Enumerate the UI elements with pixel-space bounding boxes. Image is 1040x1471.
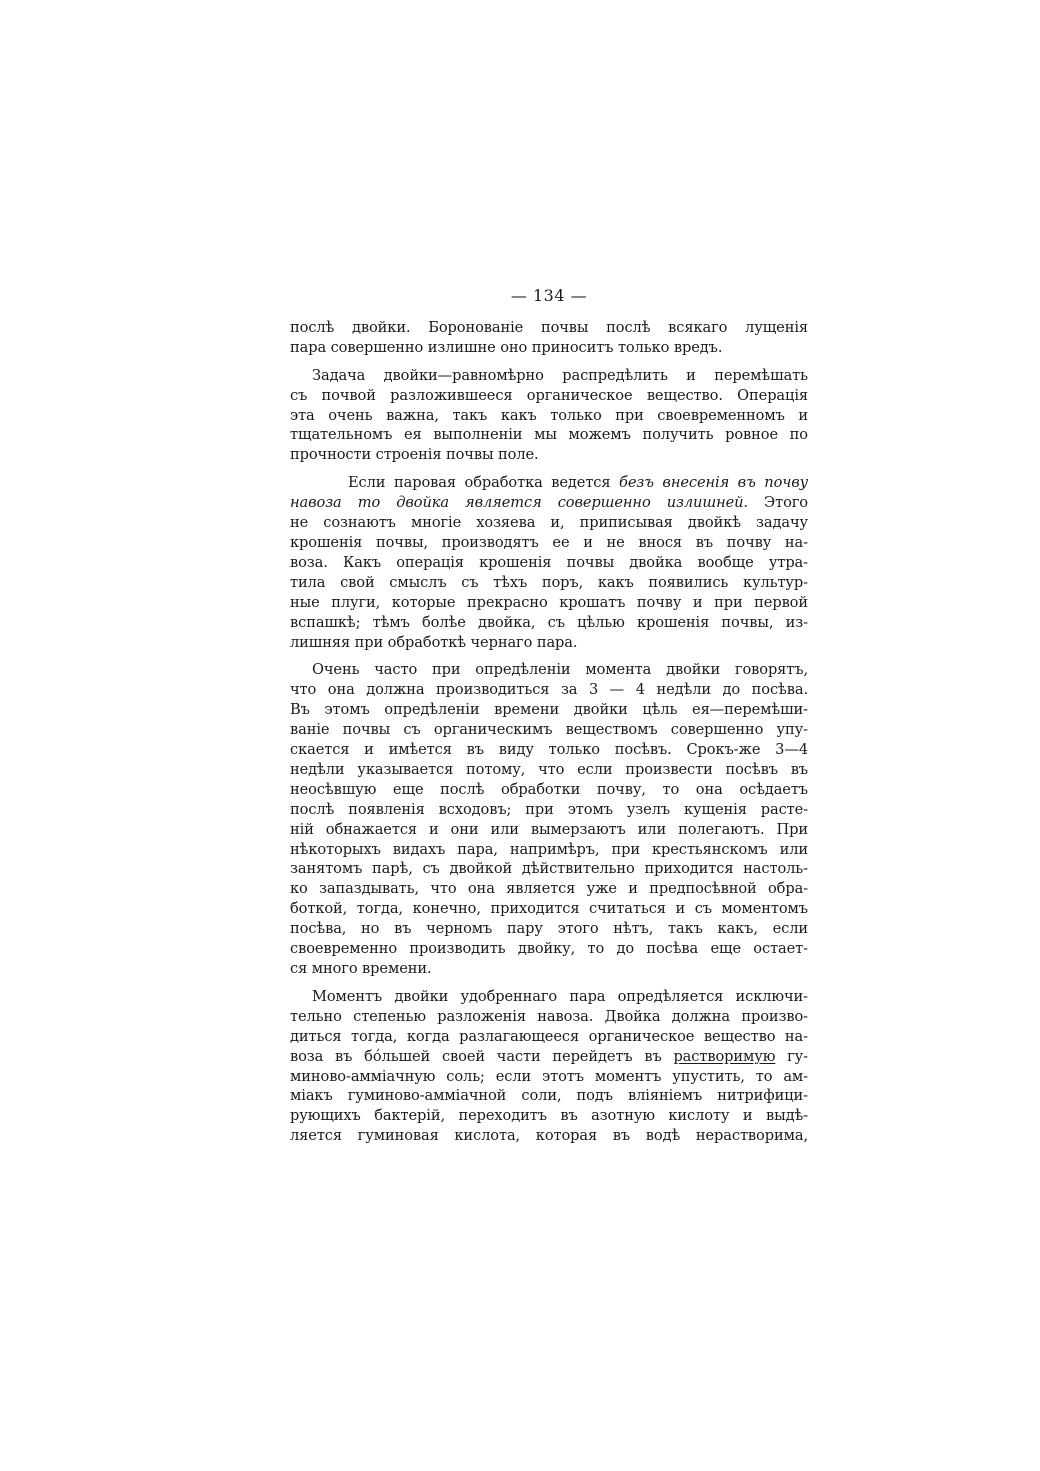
- text-line: послѣ появленія всходовъ; при этомъ узелъ кущенія расте-: [290, 800, 808, 818]
- text-line: ляется гуминовая кислота, которая въ водѣ нерастворима,: [290, 1127, 808, 1145]
- text-line: ній обнажается и они или вымерзаютъ или полегаютъ. При: [290, 820, 808, 838]
- text-line: что она должна производиться за 3 — 4 недѣли до посѣва.: [290, 681, 808, 699]
- text-line: ные плуги, которые прекрасно крошатъ почву и при первой: [290, 593, 808, 611]
- page-body: [290, 286, 808, 1154]
- text-line: Въ этомъ опредѣленіи времени двойки цѣль ея—перемѣши-: [290, 701, 808, 719]
- text-line: не сознаютъ многіе хозяева и, приписывая двойкѣ задачу: [290, 514, 808, 532]
- text-line: тельно степенью разложенія навоза. Двойка должна произво-: [290, 1007, 808, 1025]
- paragraph-5: [290, 987, 808, 1146]
- text-line: эта очень важна, такъ какъ только при своевременномъ и: [290, 406, 808, 424]
- text-run: воза въ бóльшей своей части перейдетъ въ: [290, 1047, 674, 1065]
- text-line: послѣ двойки. Боронованіе почвы послѣ всякаго лущенія: [290, 318, 808, 336]
- text-line: съ почвой разложившееся органическое вещество. Операція: [290, 386, 808, 404]
- text-line: своевременно производить двойку, то до посѣва еще остает-: [290, 940, 808, 958]
- text-line: диться тогда, когда разлагающееся органическое вещество на-: [290, 1027, 808, 1045]
- text-line: Моментъ двойки удобреннаго пара опредѣляется исключи-: [312, 987, 808, 1005]
- text-line: недѣли указывается потому, что если произвести посѣвъ въ: [290, 760, 808, 778]
- text-line: рующихъ бактерій, переходитъ въ азотную кислоту и выдѣ-: [290, 1107, 808, 1125]
- text-line: пара совершенно излишне оно приноситъ только вредъ.: [290, 338, 723, 356]
- text-line: [290, 493, 808, 513]
- text-line: вспашкѣ; тѣмъ болѣе двойка, съ цѣлью крошенія почвы, из-: [290, 613, 808, 631]
- text-line: посѣва, но въ черномъ пару этого нѣтъ, такъ какъ, если: [290, 920, 808, 938]
- text-line: ся много времени.: [290, 960, 432, 977]
- text-line: занятомъ парѣ, съ двойкой дѣйствительно приходится настоль-: [290, 860, 808, 878]
- text-line: лишняя при обработкѣ чернаго пара.: [290, 633, 578, 651]
- text-run: Если паровая обработка ведется: [348, 474, 620, 492]
- text-line: миново-амміачную соль; если этотъ моментъ упустить, то ам-: [290, 1067, 808, 1085]
- underlined-word: растворимую: [673, 1047, 776, 1065]
- text-line: неосѣвшую еще послѣ обработки почву, то она осѣдаетъ: [290, 780, 808, 798]
- text-line: прочности строенія почвы поле.: [290, 446, 539, 464]
- text-line: тщательномъ ея выполненіи мы можемъ получить ровное по: [290, 426, 808, 444]
- text-line: [290, 473, 808, 493]
- text-line: нѣкоторыхъ видахъ пара, напримѣръ, при крестьянскомъ или: [290, 840, 808, 858]
- paragraph-4: [290, 660, 808, 979]
- text-line: [290, 1047, 808, 1067]
- paragraph-3: [290, 473, 808, 652]
- text-run: Этого: [747, 494, 808, 512]
- text-line: ко запаздывать, что она является уже и предпосѣвной обра-: [290, 880, 808, 898]
- text-line: Очень часто при опредѣленіи момента двойки говорятъ,: [312, 661, 808, 679]
- paragraph-1: [290, 318, 808, 358]
- text-line: крошенія почвы, производятъ ее и не внося въ почву на-: [290, 533, 808, 551]
- emphasis-text: навоза то двойка является совершенно излишней.: [290, 494, 748, 512]
- emphasis-text: безъ внесенія въ почву: [619, 474, 808, 492]
- text-line: ваніе почвы съ органическимъ веществомъ совершенно упу-: [290, 721, 808, 739]
- page-number: — 134 —: [510, 286, 588, 305]
- paragraph-2: [290, 366, 808, 466]
- text-line: воза. Какъ операція крошенія почвы двойка вообще утра-: [290, 553, 808, 571]
- text-line: тила свой смыслъ съ тѣхъ поръ, какъ появились культур-: [290, 573, 808, 591]
- text-line: скается и имѣется въ виду только посѣвъ. Срокъ-же 3—4: [290, 741, 808, 759]
- text-run: гу-: [775, 1047, 808, 1065]
- text-line: боткой, тогда, конечно, приходится считаться и съ моментомъ: [290, 900, 808, 918]
- text-line: міакъ гуминово-амміачной соли, подъ вліяніемъ нитрифици-: [290, 1087, 808, 1105]
- text-line: Задача двойки—равномѣрно распредѣлить и перемѣшать: [312, 366, 808, 384]
